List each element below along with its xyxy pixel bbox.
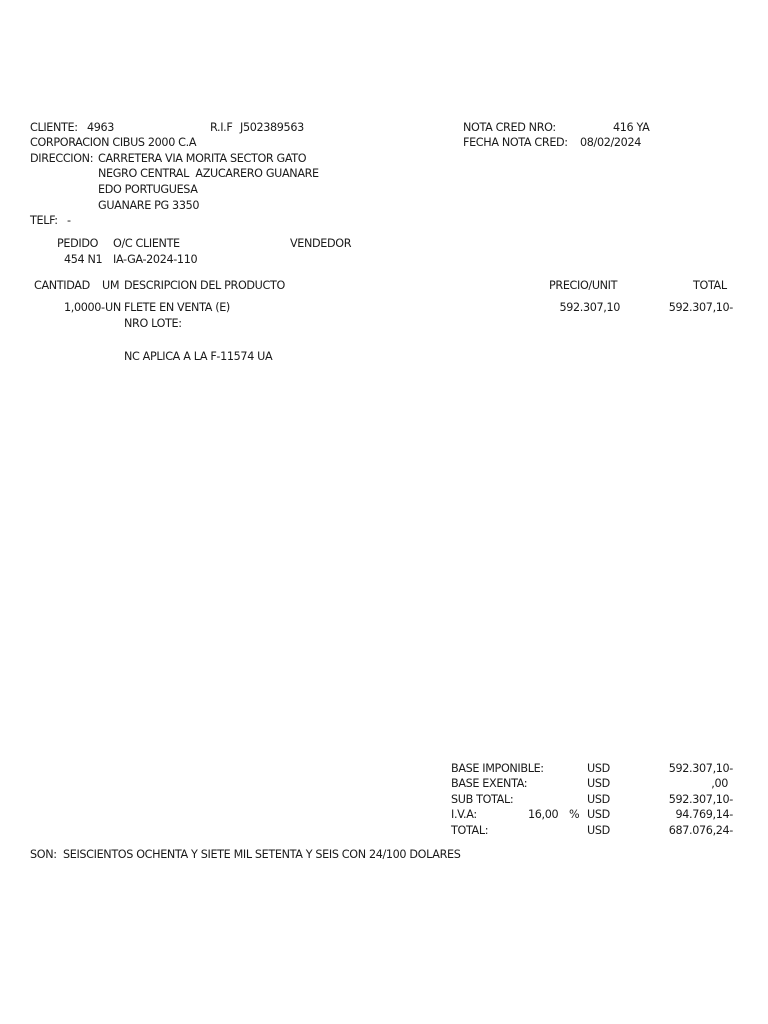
iva-currency: USD — [587, 808, 610, 821]
base-imponible-value: 592.307,10- — [668, 762, 733, 775]
iva-value: 94.769,14- — [675, 808, 733, 821]
base-exenta-value: ,00 — [711, 777, 728, 790]
item-unit-price: 592.307,10 — [559, 301, 620, 314]
base-exenta-currency: USD — [587, 777, 610, 790]
qty-header: CANTIDAD — [34, 279, 90, 292]
total-currency: USD — [587, 824, 610, 837]
pedido-value: 454 N1 — [64, 253, 103, 266]
item-um: UN — [105, 301, 121, 314]
sub-total-currency: USD — [587, 793, 610, 806]
rif-label: R.I.F — [210, 121, 233, 134]
unit-price-header: PRECIO/UNIT — [549, 279, 618, 292]
item-qty: 1,0000- — [64, 301, 105, 314]
amount-words-text: SEISCIENTOS OCHENTA Y SIETE MIL SETENTA Y SEIS CON 24/100 DOLARES — [63, 848, 461, 861]
desc-header: DESCRIPCION DEL PRODUCTO — [124, 279, 285, 292]
um-header: UM — [102, 279, 120, 292]
note-date-label: FECHA NOTA CRED: — [463, 136, 568, 149]
client-name: CORPORACION CIBUS 2000 C.A — [30, 136, 197, 149]
base-exenta-label: BASE EXENTA: — [451, 777, 528, 790]
client-label: CLIENTE: — [30, 121, 78, 134]
total-label: TOTAL: — [451, 824, 489, 837]
phone-value: - — [67, 214, 71, 227]
base-imponible-label: BASE IMPONIBLE: — [451, 762, 544, 775]
rif-value: J502389563 — [240, 121, 304, 134]
base-imponible-currency: USD — [587, 762, 610, 775]
sub-total-label: SUB TOTAL: — [451, 793, 514, 806]
iva-percent-sign: % — [569, 808, 580, 821]
note-date: 08/02/2024 — [580, 136, 641, 149]
total-header: TOTAL — [693, 279, 727, 292]
oc-value: IA-GA-2024-110 — [113, 253, 198, 266]
address-line: NEGRO CENTRAL AZUCARERO GUANARE — [98, 167, 319, 180]
remark: NC APLICA A LA F-11574 UA — [124, 350, 273, 363]
total-value: 687.076,24- — [668, 824, 733, 837]
item-lot-label: NRO LOTE: — [124, 317, 182, 330]
phone-label: TELF: — [30, 214, 58, 227]
address-line: EDO PORTUGUESA — [98, 183, 198, 196]
oc-label: O/C CLIENTE — [113, 237, 180, 250]
address-label: DIRECCION: — [30, 152, 94, 165]
iva-rate: 16,00 — [528, 808, 559, 821]
item-total: 592.307,10- — [668, 301, 733, 314]
note-number-label: NOTA CRED NRO: — [463, 121, 556, 134]
sub-total-value: 592.307,10- — [668, 793, 733, 806]
address-line: CARRETERA VIA MORITA SECTOR GATO — [98, 152, 307, 165]
pedido-label: PEDIDO — [57, 237, 99, 250]
item-desc: FLETE EN VENTA (E) — [124, 301, 230, 314]
note-number: 416 YA — [613, 121, 650, 134]
client-number: 4963 — [87, 121, 115, 134]
iva-label: I.V.A: — [451, 808, 477, 821]
seller-label: VENDEDOR — [290, 237, 352, 250]
amount-words-label: SON: — [30, 848, 57, 861]
address-line: GUANARE PG 3350 — [98, 199, 200, 212]
